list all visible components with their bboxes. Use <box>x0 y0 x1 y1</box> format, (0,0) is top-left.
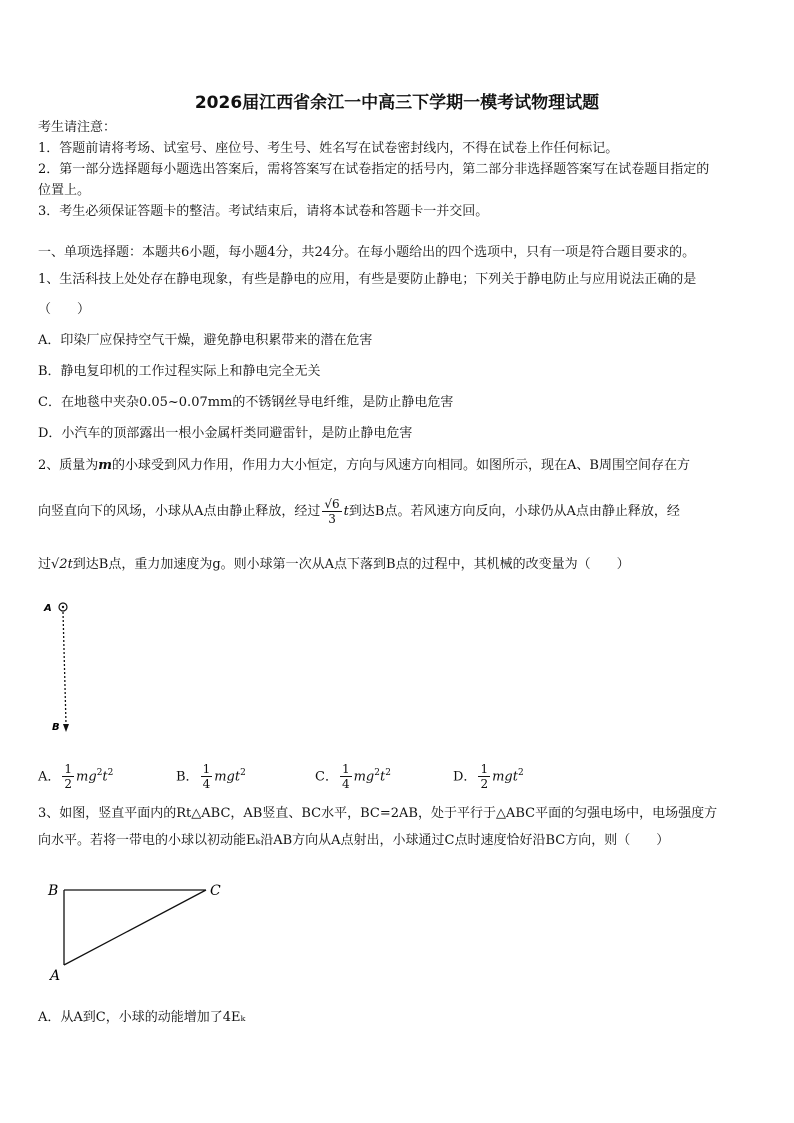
fraction-numerator: 1 <box>341 762 350 777</box>
q2-option-b <box>176 756 246 794</box>
option-time: t <box>379 769 386 785</box>
notice-item-1: 1．答题前请将考场、试室号、座位号、考生号、姓名写在试卷密封线内，不得在试卷上作任何标记。 <box>38 141 619 156</box>
option-fraction <box>201 762 213 791</box>
notice-item-2-cont: 位置上。 <box>38 183 91 198</box>
q2-text: 向竖直向下的风场，小球从A点由静止释放，经过 <box>38 504 321 519</box>
page-title: 2026届江西省余江一中高三下学期一模考试物理试题 <box>194 93 600 113</box>
q1-option-a: A．印染厂应保持空气干燥，避免静电积累带来的潜在危害 <box>38 333 373 348</box>
q2-time-fraction <box>322 497 341 526</box>
option-letter: C． <box>315 769 338 785</box>
option-expr: mgt <box>492 769 518 785</box>
q3-figure <box>40 870 240 985</box>
q2-stem-line1 <box>38 457 690 475</box>
q2-option-c <box>315 756 391 794</box>
option-exponent: 2 <box>374 768 380 778</box>
q2-label-a: A <box>44 603 52 614</box>
option-exponent: 2 <box>240 768 246 778</box>
fall-path <box>63 612 66 724</box>
q3-stem-line1: 3、如图，竖直平面内的Rt△ABC，AB竖直、BC水平，BC=2AB，处于平行于△ABC平面的匀强电场中，电场强度方 <box>38 806 718 821</box>
fraction-denominator: 2 <box>480 777 489 792</box>
option-fraction <box>478 762 490 791</box>
q2-mass-symbol: m <box>98 458 113 473</box>
ball-center <box>62 606 64 608</box>
notice-heading: 考生请注意： <box>38 120 117 135</box>
vertex-label-a: A <box>50 968 61 984</box>
vertex-label-b: B <box>48 883 59 899</box>
q3-stem-line2: 向水平。若将一带电的小球以初动能Eₖ沿AB方向从A点射出，小球通过C点时速度恰好沿BC方向，则（ ） <box>38 833 670 848</box>
option-letter: B． <box>176 769 199 785</box>
option-exponent: 2 <box>385 768 391 778</box>
option-expr: mgt <box>214 769 241 785</box>
q2-text: 到达B点，重力加速度为g。则小球第一次从A点下落到B点的过程中，其机械的改变量为（ ） <box>72 557 630 572</box>
option-expr: mg <box>76 769 97 785</box>
q3-triangle-diagram <box>40 870 240 985</box>
option-fraction <box>340 762 352 791</box>
fraction-numerator: 1 <box>202 762 211 777</box>
q1-option-b: B．静电复印机的工作过程实际上和静电完全无关 <box>38 364 321 379</box>
fraction-numerator: √6 <box>324 497 340 511</box>
q2-text: 的小球受到风力作用，作用力大小恒定，方向与风速方向相同。如图所示，现在A、B周围空间存在方 <box>112 458 690 473</box>
option-fraction <box>62 762 74 791</box>
q1-stem: 1、生活科技上处处存在静电现象，有些是静电的应用，有些是要防止静电；下列关于静电防止与应用说法正确的是 <box>38 272 697 287</box>
edge-ac <box>64 890 206 965</box>
option-exponent: 2 <box>96 768 103 778</box>
vertex-label-c: C <box>210 883 221 899</box>
fraction-denominator: 4 <box>202 777 211 792</box>
q2-stem-line2 <box>38 494 680 530</box>
notice-item-3: 3．考生必须保证答题卡的整洁。考试结束后，请将本试卷和答题卡一并交回。 <box>38 204 489 219</box>
q2-stem-line3 <box>38 556 630 574</box>
section-heading: 一、单项选择题：本题共6小题，每小题4分，共24分。在每小题给出的四个选项中，只有一项是符合题目要求的。 <box>38 245 696 260</box>
q3-option-a: A．从A到C，小球的动能增加了4Eₖ <box>38 1010 246 1025</box>
fraction-numerator: 1 <box>64 762 73 777</box>
option-exponent: 2 <box>517 768 524 778</box>
notice-item-2: 2．第一部分选择题每小题选出答案后，需将答案写在试卷指定的括号内，第二部分非选择题答案写在试卷题目指定的 <box>38 162 710 177</box>
arrow-down-icon <box>63 724 69 732</box>
q2-text: 2、质量为 <box>38 458 99 473</box>
q2-text: 过 <box>38 557 52 572</box>
fraction-numerator: 1 <box>480 762 489 777</box>
q2-option-a <box>38 756 113 794</box>
q1-option-c: C．在地毯中夹杂0.05~0.07mm的不锈钢丝导电纤维，是防止静电危害 <box>38 395 454 410</box>
q2-sqrt-time: √2t <box>51 557 73 572</box>
q2-figure <box>42 598 82 738</box>
q1-option-d: D．小汽车的顶部露出一根小金属杆类同避雷针，是防止静电危害 <box>38 426 413 441</box>
fraction-denominator: 2 <box>64 777 73 792</box>
q2-option-d <box>453 756 524 794</box>
q2-label-b: B <box>52 722 60 733</box>
q1-bracket: （ ） <box>38 302 91 317</box>
option-expr: mg <box>353 769 375 785</box>
option-letter: A． <box>38 769 61 785</box>
option-time: t <box>102 769 108 785</box>
fraction-denominator: 3 <box>328 512 336 526</box>
q2-text: 到达B点。若风速方向反向，小球仍从A点由静止释放，经 <box>348 504 680 519</box>
fraction-denominator: 4 <box>341 777 350 792</box>
option-exponent: 2 <box>107 768 114 778</box>
option-letter: D． <box>453 769 477 785</box>
q2-time-symbol: t <box>343 504 349 519</box>
q2-diagram <box>42 598 82 738</box>
